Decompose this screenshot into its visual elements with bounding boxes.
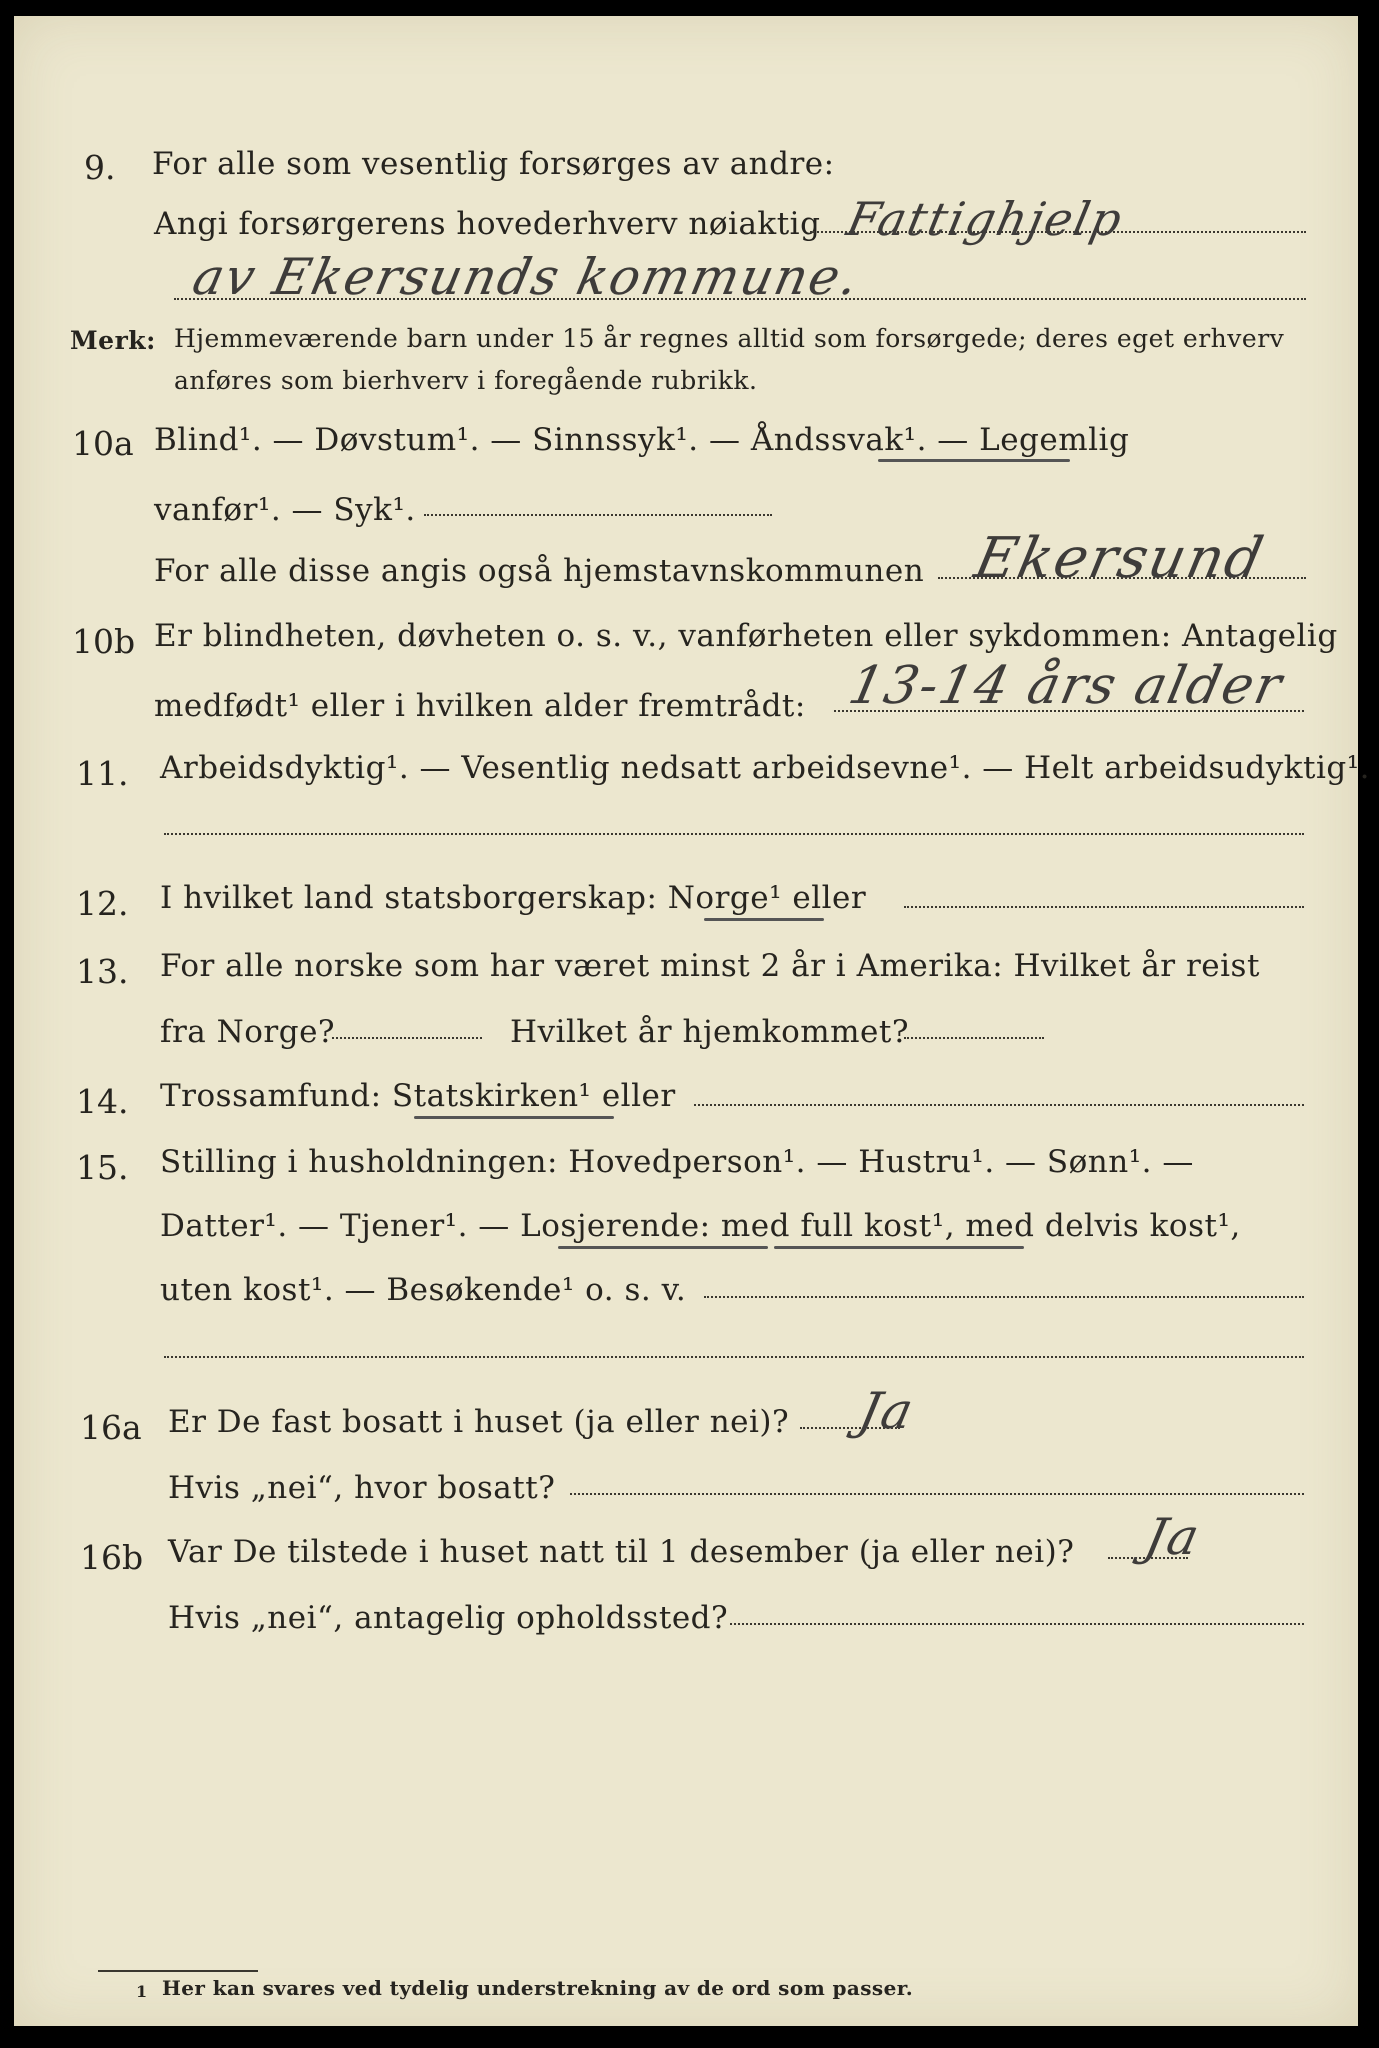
q13-line2a: fra Norge? — [160, 1014, 336, 1050]
q14-underline-statskirken — [414, 1116, 614, 1119]
q10b-line2: medfødt¹ eller i hvilken alder fremtrådt: — [154, 688, 806, 724]
q15-line2: Datter¹. — Tjener¹. — Losjerende: med full kost¹, med delvis kost¹, — [160, 1208, 1241, 1244]
q10a-underline-andssvak — [878, 459, 1070, 462]
q10b-number: 10b — [72, 622, 136, 661]
q16a-number: 16a — [80, 1408, 142, 1447]
q12-answer-line — [904, 906, 1304, 908]
q13-hjemkommet-line — [904, 1037, 1044, 1039]
q16a-bosatt-line — [570, 1493, 1304, 1495]
q16b-number: 16b — [80, 1538, 144, 1577]
merk-label: Merk: — [70, 326, 156, 355]
q16b-line2: Hvis „nei“, antagelig opholdssted? — [168, 1600, 729, 1636]
q14-line1: Trossamfund: Statskirken¹ eller — [160, 1078, 676, 1114]
q13-line2b: Hvilket år hjemkommet? — [510, 1014, 909, 1050]
q10a-handwritten-answer: Ekersund — [969, 526, 1271, 591]
footnote-mark: 1 — [136, 1982, 148, 2001]
q15-answer-line2 — [164, 1356, 1304, 1358]
q15-underline-full-kost — [774, 1246, 1024, 1249]
q11-answer-line — [164, 833, 1304, 835]
q12-number: 12. — [76, 884, 129, 923]
merk-line2: anføres som bierhverv i foregående rubrikk. — [174, 366, 758, 395]
q14-answer-line — [694, 1104, 1304, 1106]
q10b-line1: Er blindheten, døvheten o. s. v., vanførheten eller sykdommen: Antagelig — [154, 618, 1338, 654]
footnote-rule — [98, 1970, 258, 1972]
q10a-line1: Blind¹. — Døvstum¹. — Sinnssyk¹. — Åndssvak¹. — Legemlig — [154, 422, 1130, 458]
footnote-text: Her kan svares ved tydelig understrekning av de ord som passer. — [162, 1976, 914, 2000]
q15-line3: uten kost¹. — Besøkende¹ o. s. v. — [160, 1272, 687, 1308]
q15-number: 15. — [76, 1148, 129, 1187]
q16a-line2: Hvis „nei“, hvor bosatt? — [168, 1470, 556, 1506]
q13-reist-line — [332, 1037, 482, 1039]
q12-line1: I hvilket land statsborgerskap: Norge¹ eller — [160, 880, 867, 916]
q16a-line1: Er De fast bosatt i huset (ja eller nei)? — [168, 1404, 790, 1440]
q15-line1: Stilling i husholdningen: Hovedperson¹. — Hustru¹. — Sønn¹. — — [160, 1144, 1194, 1180]
census-form-page — [14, 16, 1371, 2026]
q14-number: 14. — [76, 1082, 129, 1121]
q16a-handwritten-answer: Ja — [853, 1382, 921, 1440]
q10a-line2: vanfør¹. — Syk¹. — [154, 492, 416, 528]
q11-line1: Arbeidsdyktig¹. — Vesentlig nedsatt arbeidsevne¹. — Helt arbeidsudyktig¹. — [160, 750, 1371, 786]
q13-number: 13. — [76, 952, 129, 991]
q10a-syk-line — [424, 514, 772, 516]
q13-line1: For alle norske som har været minst 2 år i Amerika: Hvilket år reist — [160, 948, 1260, 984]
merk-line1: Hjemmeværende barn under 15 år regnes alltid som forsørgede; deres eget erhverv — [174, 324, 1285, 353]
q9-handwritten-answer1: Fattighjelp — [842, 192, 1129, 246]
q9-number: 9. — [84, 148, 116, 187]
q10b-handwritten-answer: 13-14 års alder — [843, 656, 1289, 716]
q16b-opholdssted-line — [730, 1623, 1304, 1625]
q9-handwritten-answer2: av Ekersunds kommune. — [187, 248, 866, 306]
q11-number: 11. — [76, 754, 129, 793]
q9-line1: For alle som vesentlig forsørges av andre: — [152, 146, 835, 182]
q16b-line1: Var De tilstede i huset natt til 1 desember (ja eller nei)? — [168, 1534, 1075, 1570]
q16b-handwritten-answer: Ja — [1139, 1508, 1207, 1566]
q15-underline-losjerende — [558, 1246, 768, 1249]
q15-answer-line — [704, 1296, 1304, 1298]
q9-line2: Angi forsørgerens hovederhverv nøiaktig — [154, 206, 821, 242]
q10a-line3: For alle disse angis også hjemstavnskommunen — [154, 553, 925, 589]
q12-underline-norge — [704, 918, 824, 921]
q10a-number: 10a — [72, 424, 134, 463]
